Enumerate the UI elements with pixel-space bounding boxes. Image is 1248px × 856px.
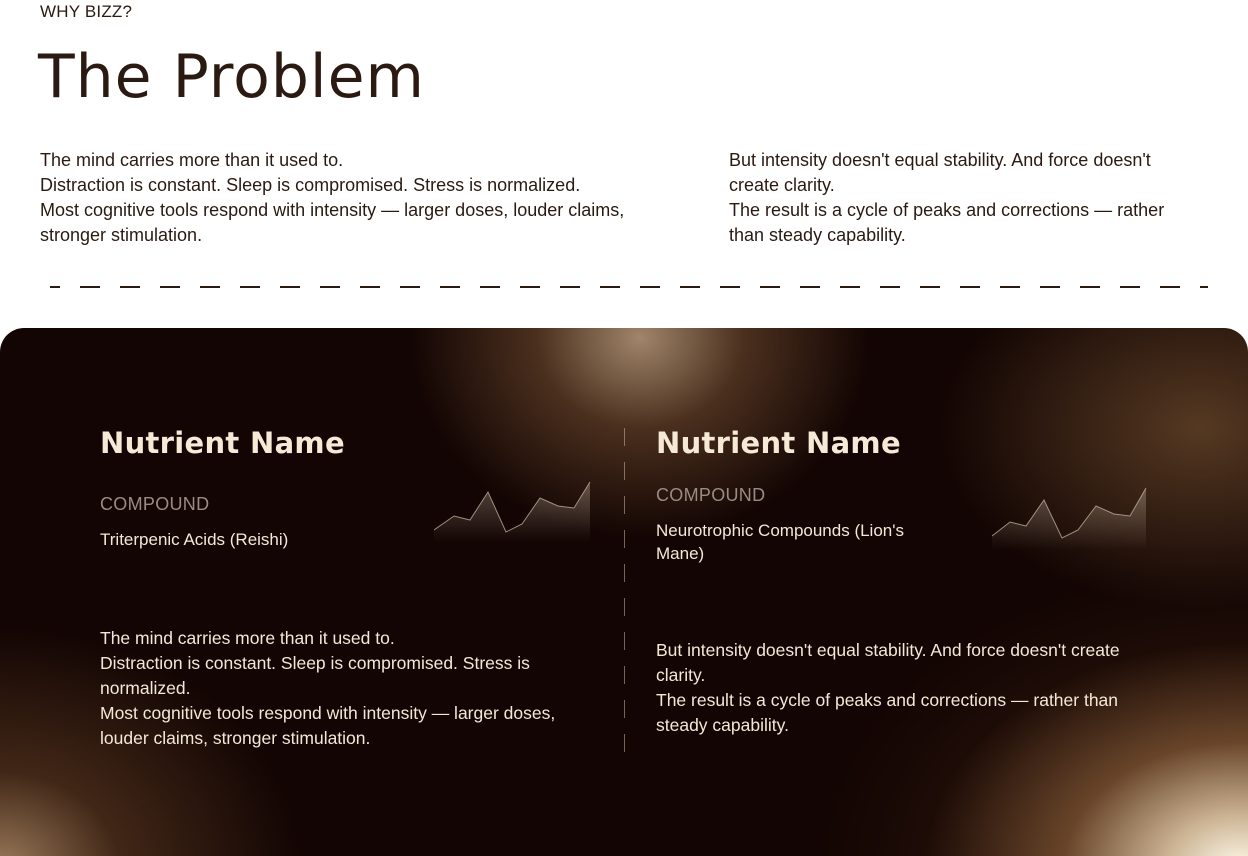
card-body-line: The result is a cycle of peaks and corrections — rather than steady capability. [656,690,1119,735]
intro-right-line: But intensity doesn't equal stability. And force doesn't create clarity. [729,150,1151,195]
intro-right-line: The result is a cycle of peaks and corrections — rather than steady capability. [729,200,1165,245]
sparkline-icon [992,486,1152,550]
sparkline-icon [434,478,594,542]
card-body-line: But intensity doesn't equal stability. And force doesn't create clarity. [656,640,1120,685]
intro-left-line: The mind carries more than it used to. [40,150,344,170]
nutrient-card [656,426,1156,735]
eyebrow-label: WHY BIZZ? [40,2,133,21]
intro-right [729,148,1199,248]
card-body-line: Distraction is constant. Sleep is compromised. Stress is normalized. [100,653,530,698]
compound-label: COMPOUND [100,494,210,514]
sparkline-area [992,488,1146,550]
compound-value: Neurotrophic Compounds (Lion's Mane) [656,521,904,563]
intro-left-line: Most cognitive tools respond with intensity — larger doses, louder claims, stronger stimulation. [40,200,625,245]
intro-left [40,148,640,248]
vertical-divider [624,428,625,758]
card-body [656,638,1151,738]
intro-left-line: Distraction is constant. Sleep is compromised. Stress is normalized. [40,175,581,195]
card-body [100,626,595,751]
nutrient-name: Nutrient Name [100,426,345,460]
sparkline-area [434,482,590,542]
compound-value: Triterpenic Acids (Reishi) [100,530,289,549]
dashed-divider [40,286,1208,288]
card-body-line: The mind carries more than it used to. [100,628,395,648]
card-body-line: Most cognitive tools respond with intensity — larger doses, louder claims, stronger stimulation. [100,703,556,748]
nutrient-panel [0,328,1248,856]
compound-label: COMPOUND [656,485,766,505]
section-title: The Problem [38,42,425,112]
nutrient-name: Nutrient Name [656,426,901,460]
nutrient-card [100,426,600,748]
